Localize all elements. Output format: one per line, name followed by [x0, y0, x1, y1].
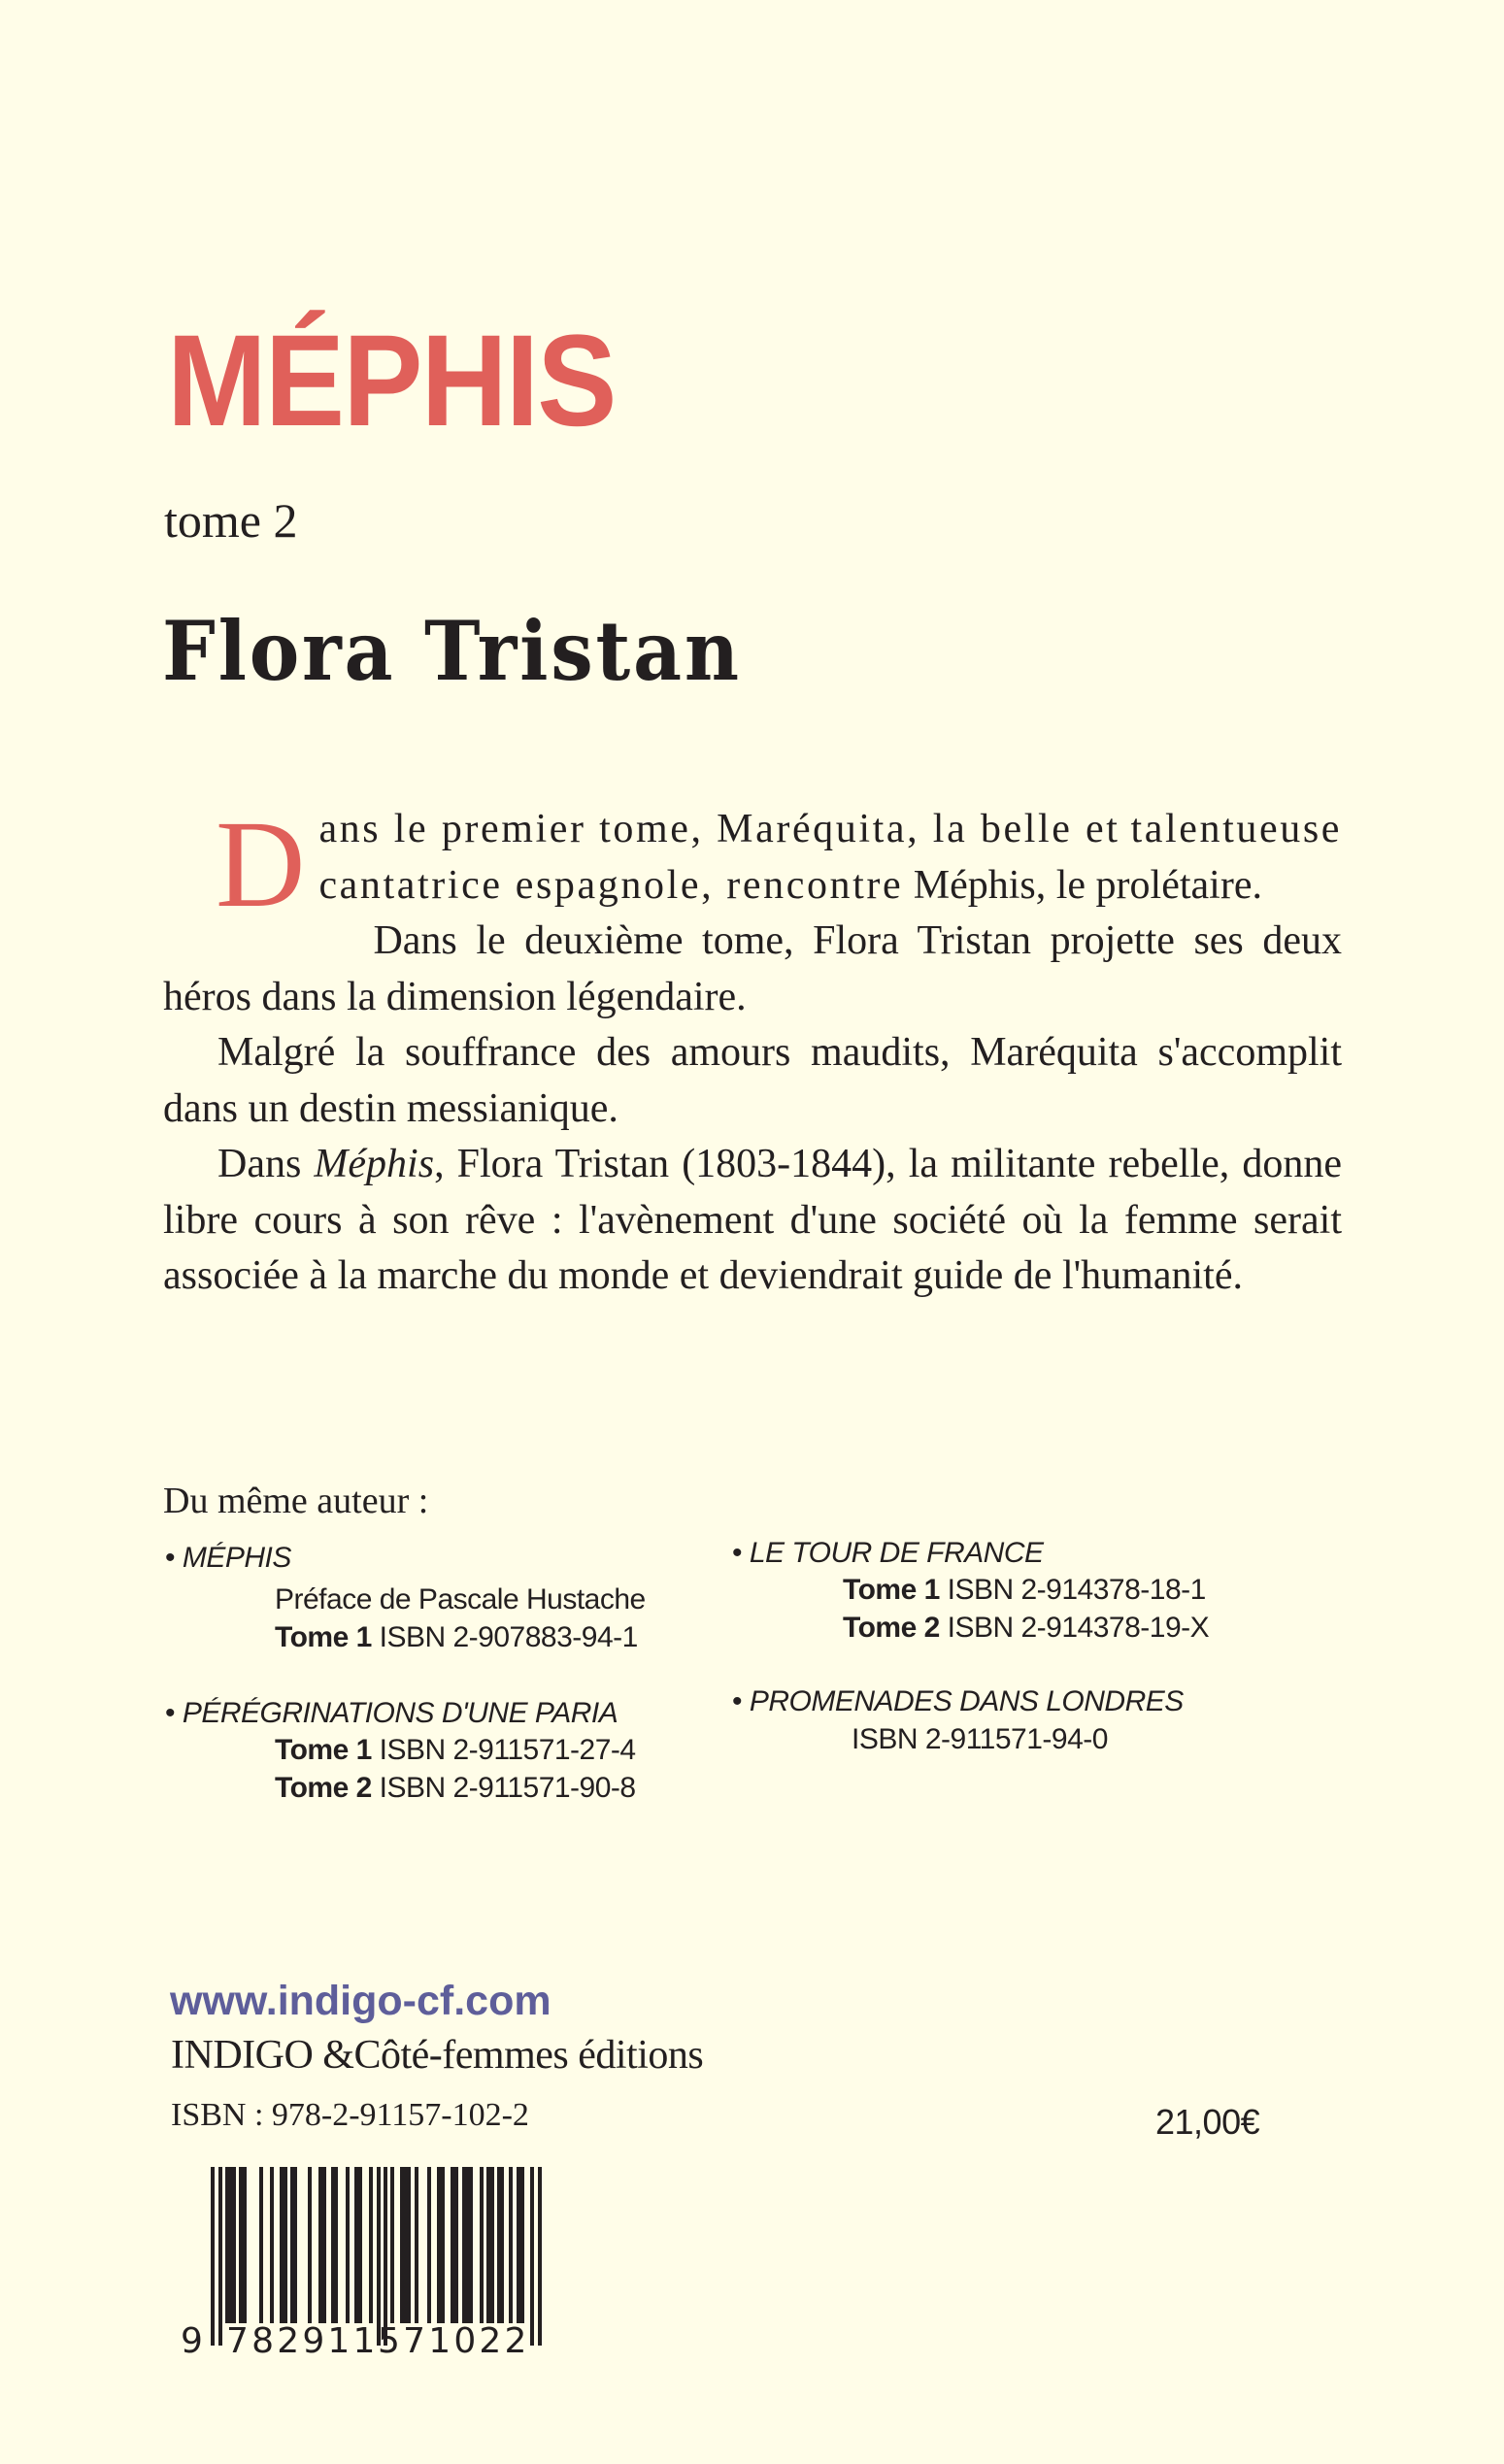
bibliography-work-title: • LE TOUR DE FRANCE	[732, 1537, 1044, 1569]
bibliography-line: Tome 2 ISBN 2-911571-90-8	[275, 1772, 636, 1804]
author-name: Flora Tristan	[162, 603, 742, 699]
book-title-italic: Méphis	[314, 1142, 435, 1186]
blurb-line: talentueuse cantatrice espagnole, rencontre	[318, 807, 1343, 908]
bullet-icon: •	[732, 1537, 743, 1569]
blurb-text: , Flora Tristan (1803-1844), la militante rebelle, donne libre cours à son rêve : l'avènement d'une société où la femme serait associée à la marche du monde et deviendrait guide de l'humanité.	[163, 1142, 1342, 1298]
price-label: 21,00€	[1155, 2102, 1260, 2142]
blurb-paragraph-4	[163, 1137, 1342, 1305]
bullet-icon: •	[732, 1685, 743, 1717]
publisher-website-link[interactable]: www.indigo-cf.com	[170, 1978, 551, 2024]
bibliography-line: Tome 1 ISBN 2-914378-18-1	[843, 1574, 1206, 1606]
blurb-line: ans le premier tome, Maréquita, la belle et	[318, 807, 1120, 851]
bibliography-line: ISBN 2-911571-94-0	[852, 1723, 1108, 1755]
bibliography-line: Préface de Pascale Hustache	[275, 1583, 646, 1615]
bibliography-work-title: • PÉRÉGRINATIONS D'UNE PARIA	[165, 1697, 618, 1729]
publisher-name: INDIGO &Côté-femmes éditions	[171, 2033, 704, 2078]
barcode-right-digits: 571022	[378, 2321, 530, 2361]
bullet-icon: •	[165, 1697, 176, 1729]
bibliography-line: Tome 2 ISBN 2-914378-19-X	[843, 1612, 1210, 1644]
blurb-text: Dans	[217, 1142, 315, 1186]
back-cover-blurb	[163, 795, 1343, 1305]
bibliography-line: Tome 1 ISBN 2-907883-94-1	[275, 1621, 638, 1653]
drop-cap: D	[216, 795, 306, 933]
blurb-paragraph-2: Dans le deuxième tome, Flora Tristan projette ses deux héros dans la dimension légendaire.	[163, 918, 1342, 1019]
blurb-paragraph-1	[163, 795, 1343, 933]
bibliography-work-title: • MÉPHIS	[165, 1542, 291, 1574]
bibliography-heading: Du même auteur :	[163, 1481, 429, 1521]
isbn-number: ISBN : 978-2-91157-102-2	[171, 2097, 529, 2133]
blurb-line: Méphis, le prolétaire.	[913, 862, 1262, 908]
bibliography-line: Tome 1 ISBN 2-911571-27-4	[275, 1734, 636, 1766]
book-title: MÉPHIS	[167, 309, 616, 453]
blurb-paragraph-3: Malgré la souffrance des amours maudits, Maréquita s'accomplit dans un destin messianique.	[163, 1030, 1342, 1131]
bullet-icon: •	[165, 1542, 176, 1574]
volume-label: tome 2	[164, 493, 298, 548]
bibliography-work-title: • PROMENADES DANS LONDRES	[732, 1685, 1184, 1717]
barcode-left-digits: 782911	[226, 2321, 379, 2361]
barcode-first-digit: 9	[181, 2321, 207, 2361]
